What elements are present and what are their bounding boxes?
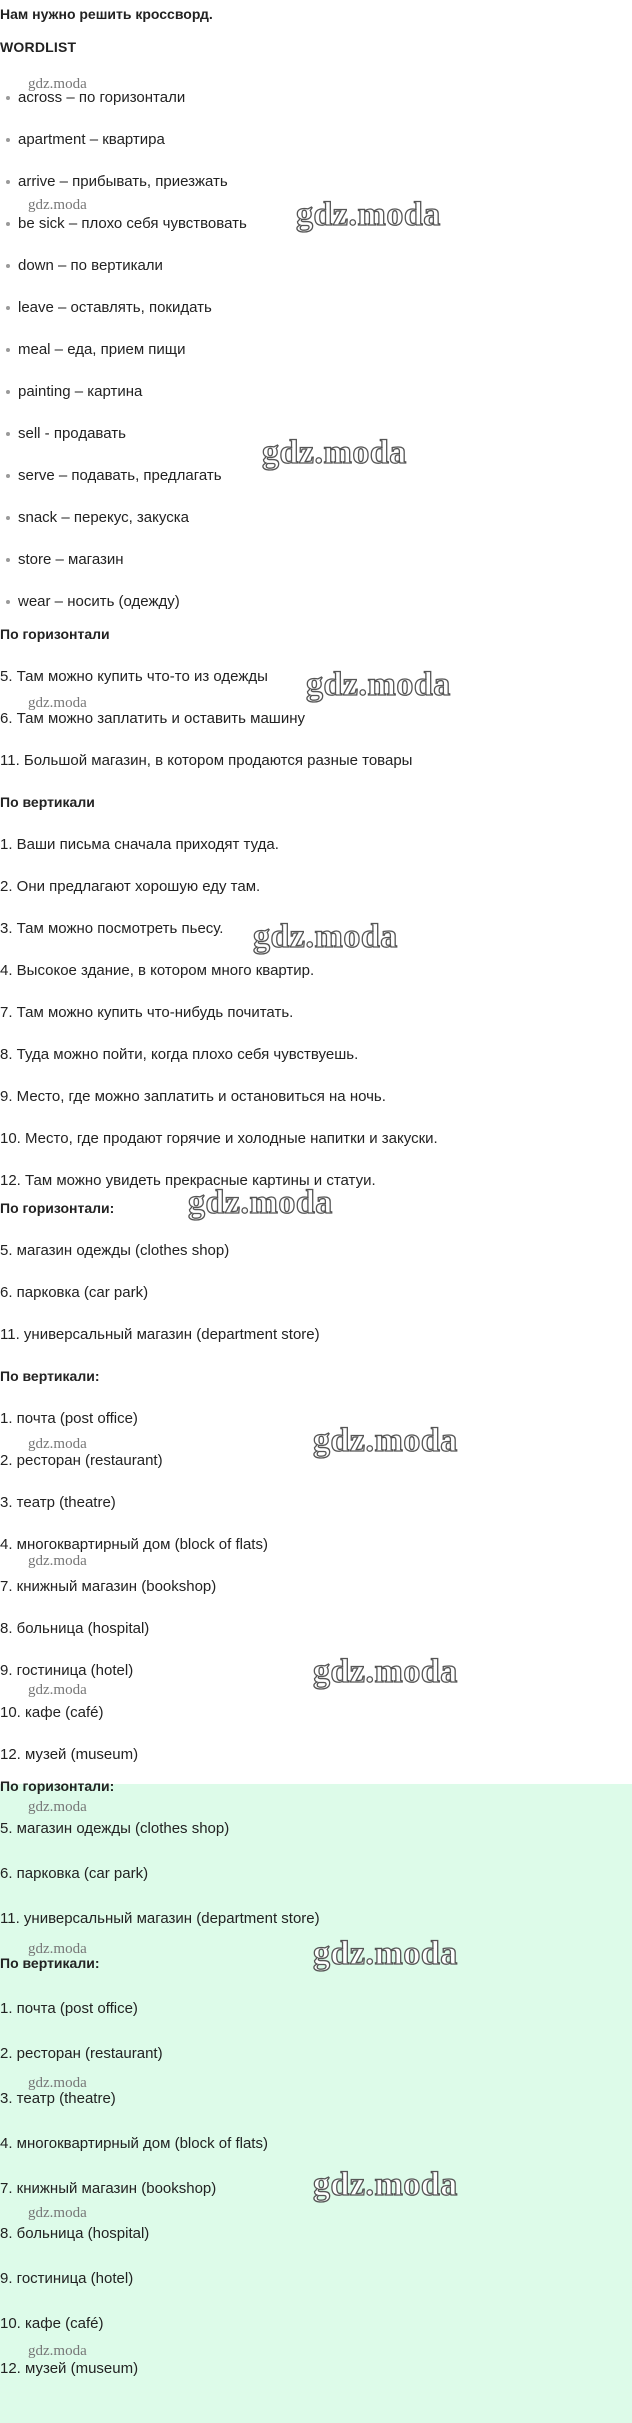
answer-item: 3. театр (theatre) [0,1494,116,1511]
highlight-answer-item: 10. кафе (café) [0,2315,104,2332]
answer-item: 2. ресторан (restaurant) [0,1452,163,1469]
wordlist-item: painting – картина [18,383,142,400]
watermark-small: gdz.moda [28,2075,87,2091]
bullet-icon [6,390,10,394]
answer-item: 6. парковка (car park) [0,1284,149,1301]
answer-item: 9. гостиница (hotel) [0,1662,134,1679]
clue-item: 8. Туда можно пойти, когда плохо себя чувствуешь. [0,1046,359,1063]
bullet-icon [6,138,10,142]
clue-item: 7. Там можно купить что-нибудь почитать. [0,1004,294,1021]
answer-item: 5. магазин одежды (clothes shop) [0,1242,230,1259]
wordlist-item: down – по вертикали [18,257,163,274]
highlight-answer-item: 6. парковка (car park) [0,1865,149,1882]
highlight-answer-item: 5. магазин одежды (clothes shop) [0,1820,230,1837]
clues-down-title: По вертикали [0,794,95,810]
answers-down-title: По вертикали: [0,1368,100,1384]
bullet-icon [6,432,10,436]
bullet-icon [6,306,10,310]
watermark-small: gdz.moda [28,1682,87,1698]
watermark-large: gdz.moda [313,1935,458,1972]
clue-item: 10. Место, где продают горячие и холодные напитки и закуски. [0,1130,438,1147]
highlight-answer-item: 8. больница (hospital) [0,2225,150,2242]
highlight-answer-item: 11. универсальный магазин (department store) [0,1910,320,1927]
wordlist-item: serve – подавать, предлагать [18,467,222,484]
highlight-answer-item: 4. многоквартирный дом (block of flats) [0,2135,268,2152]
wordlist-item: meal – еда, прием пищи [18,341,186,358]
clue-item: 3. Там можно посмотреть пьесу. [0,920,224,937]
clue-item: 6. Там можно заплатить и оставить машину [0,710,305,727]
bullet-icon [6,180,10,184]
watermark-small: gdz.moda [28,2205,87,2221]
wordlist-item: apartment – квартира [18,131,165,148]
watermark-small: gdz.moda [28,76,87,92]
watermark-small: gdz.moda [28,1941,87,1957]
watermark-large: gdz.moda [306,666,451,703]
watermark-small: gdz.moda [28,1799,87,1815]
bullet-icon [6,600,10,604]
highlight-answer-item: 2. ресторан (restaurant) [0,2045,163,2062]
watermark-large: gdz.moda [313,1422,458,1459]
watermark-large: gdz.moda [253,918,398,955]
bullet-icon [6,264,10,268]
bullet-icon [6,222,10,226]
watermark-small: gdz.moda [28,1553,87,1569]
clue-item: 5. Там можно купить что-то из одежды [0,668,268,685]
highlight-across-title: По горизонтали: [0,1778,115,1794]
intro-text: Нам нужно решить кроссворд. [0,6,213,22]
watermark-large: gdz.moda [296,196,441,233]
watermark-large: gdz.moda [313,2166,458,2203]
wordlist-item: be sick – плохо себя чувствовать [18,215,247,232]
wordlist-item: snack – перекус, закуска [18,509,189,526]
watermark-small: gdz.moda [28,197,87,213]
wordlist-item: wear – носить (одежду) [18,593,180,610]
highlight-answer-item: 1. почта (post office) [0,2000,138,2017]
highlight-answer-item: 7. книжный магазин (bookshop) [0,2180,217,2197]
answer-item: 12. музей (museum) [0,1746,139,1763]
watermark-large: gdz.moda [262,434,407,471]
clue-item: 2. Они предлагают хорошую еду там. [0,878,261,895]
watermark-small: gdz.moda [28,695,87,711]
answer-item: 7. книжный магазин (bookshop) [0,1578,217,1595]
watermark-small: gdz.moda [28,1436,87,1452]
clue-item: 4. Высокое здание, в котором много квартир. [0,962,315,979]
highlight-down-title: По вертикали: [0,1955,100,1971]
watermark-small: gdz.moda [28,2343,87,2359]
highlight-answer-item: 12. музей (museum) [0,2360,139,2377]
wordlist-item: across – по горизонтали [18,89,185,106]
clue-item: 1. Ваши письма сначала приходят туда. [0,836,279,853]
watermark-large: gdz.moda [313,1653,458,1690]
watermark-large: gdz.moda [188,1184,333,1221]
wordlist-item: arrive – прибывать, приезжать [18,173,228,190]
wordlist-item: leave – оставлять, покидать [18,299,212,316]
wordlist-item: store – магазин [18,551,124,568]
bullet-icon [6,96,10,100]
answer-item: 4. многоквартирный дом (block of flats) [0,1536,268,1553]
answer-item: 8. больница (hospital) [0,1620,150,1637]
answer-item: 1. почта (post office) [0,1410,138,1427]
highlight-answer-item: 9. гостиница (hotel) [0,2270,134,2287]
clues-across-title: По горизонтали [0,626,110,642]
bullet-icon [6,516,10,520]
wordlist-title: WORDLIST [0,39,77,55]
bullet-icon [6,348,10,352]
answer-item: 10. кафе (café) [0,1704,104,1721]
answer-item: 11. универсальный магазин (department store) [0,1326,320,1343]
wordlist-item: sell - продавать [18,425,126,442]
clue-item: 11. Большой магазин, в котором продаются разные товары [0,752,413,769]
bullet-icon [6,558,10,562]
clue-item: 12. Там можно увидеть прекрасные картины и статуи. [0,1172,376,1189]
clue-item: 9. Место, где можно заплатить и остановиться на ночь. [0,1088,386,1105]
highlight-answer-item: 3. театр (theatre) [0,2090,116,2107]
bullet-icon [6,474,10,478]
answers-across-title: По горизонтали: [0,1200,115,1216]
